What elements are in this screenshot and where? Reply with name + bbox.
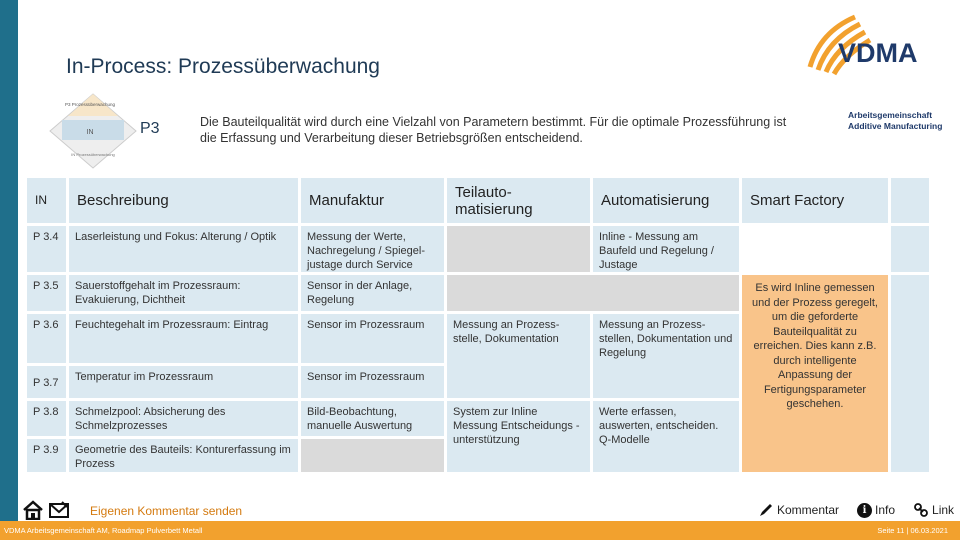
intro-text: Die Bauteilqualität wird durch eine Vielzahl von Parametern bestimmt. Für die optimale Prozessführung ist die Erfassung und Verarbeitung dieser Betriebsgrößen entscheidend. (200, 115, 787, 145)
manufaktur-cell: Sensor im Prozessraum (301, 366, 444, 398)
row-id: P 3.5 (27, 275, 66, 311)
row-desc: Feuchtegehalt im Prozessraum: Eintrag (69, 314, 298, 363)
header-smart-factory: Smart Factory (742, 178, 888, 223)
extra-cell (891, 226, 929, 272)
row-desc: Temperatur im Prozessraum (69, 366, 298, 398)
footer-page-info: Seite 11 | 06.03.2021 (877, 526, 948, 535)
left-accent-bar (0, 0, 18, 540)
pencil-icon (758, 502, 774, 518)
section-badge: P3 (140, 120, 160, 137)
header-in: IN (27, 178, 66, 223)
empty-grey-cell (447, 275, 739, 311)
extra-column-cell (891, 275, 929, 472)
footer-source-text: VDMA Arbeitsgemeinschaft AM, Roadmap Pulverbett Metall (4, 526, 203, 535)
diagram-mid-label: IN (86, 129, 94, 136)
manufaktur-cell: Sensor in der Anlage, Regelung (301, 275, 444, 311)
home-icon[interactable] (22, 500, 44, 520)
manufaktur-cell: Bild-Beobachtung, manuelle Auswertung (301, 401, 444, 436)
auto-cell: Inline - Messung am Baufeld und Regelung / Justage (593, 226, 739, 272)
link-button[interactable] (913, 502, 954, 518)
manufaktur-empty-cell (301, 439, 444, 472)
page-title: In-Process: Prozessüberwachung (66, 55, 380, 78)
header-extra (891, 178, 929, 223)
footer-links (758, 502, 960, 518)
teilauto-cell: Messung an Prozess-stelle, Dokumentation (447, 314, 590, 398)
link-icon (913, 502, 929, 518)
info-button[interactable] (857, 503, 895, 518)
row-desc: Schmelzpool: Absicherung des Schmelzprozesses (69, 401, 298, 436)
auto-cell: Werte erfassen, auswerten, entscheiden. Q-Modelle (593, 401, 739, 472)
process-diagram (48, 92, 138, 170)
kommentar-label: Kommentar (777, 503, 840, 517)
row-id: P 3.8 (27, 401, 66, 436)
manufaktur-cell: Sensor im Prozessraum (301, 314, 444, 363)
kommentar-button[interactable] (758, 502, 839, 518)
row-id: P 3.4 (27, 226, 66, 272)
info-label: Info (875, 503, 896, 517)
header-beschreibung: Beschreibung (69, 178, 298, 223)
smart-factory-cell: Es wird Inline gemessen und der Prozess geregelt, um die geforderte Bauteilqualität zu erreichen. Dies kann z.B. durch intelligente Anpassung der Fertigungsparameter geschehen. (742, 275, 888, 472)
row-id: P 3.6 (27, 314, 66, 363)
info-icon: i (857, 503, 872, 518)
diagram-bottom-label: IN Prozessüberwachung (71, 152, 115, 157)
teilauto-cell: System zur Inline Messung Entscheidungs -unterstützung (447, 401, 590, 472)
row-desc: Laserleistung und Fokus: Alterung / Optik (69, 226, 298, 272)
teilauto-empty-cell (447, 226, 590, 272)
footer-icon-group (22, 500, 70, 520)
manufaktur-cell: Messung der Werte, Nachregelung / Spiegel-justage durch Service (301, 226, 444, 272)
row-id: P 3.9 (27, 439, 66, 472)
logo-name: VDMA (838, 38, 918, 68)
row-desc: Geometrie des Bauteils: Konturerfassung im Prozess (69, 439, 298, 472)
header-teilautomatisierung: Teilauto- matisierung (447, 178, 590, 223)
row-id: P 3.7 (27, 366, 66, 398)
logo-subtitle: Arbeitsgemeinschaft Additive Manufacturing (848, 110, 943, 131)
send-comment-link[interactable]: Eigenen Kommentar senden (90, 504, 243, 518)
row-desc: Sauerstoffgehalt im Prozessraum: Evakuierung, Dichtheit (69, 275, 298, 311)
header-manufaktur: Manufaktur (301, 178, 444, 223)
header-automatisierung: Automatisierung (593, 178, 739, 223)
auto-cell: Messung an Prozess-stellen, Dokumentation und Regelung (593, 314, 739, 398)
mail-icon[interactable] (48, 500, 70, 520)
diagram-top-label: P3 Prozessüberwachung (64, 102, 116, 107)
link-label: Link (932, 503, 955, 517)
